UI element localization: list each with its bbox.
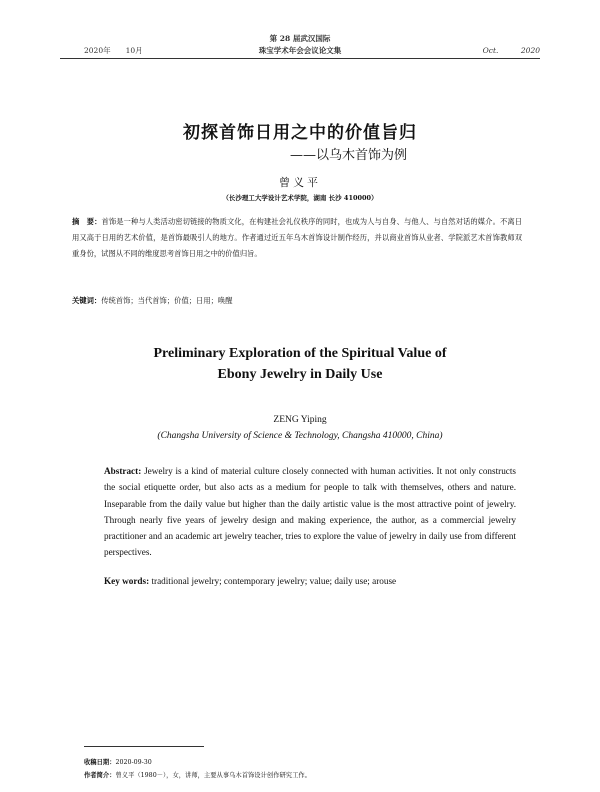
chinese-keywords-label: 关键词： bbox=[72, 296, 102, 305]
footnote-author bbox=[84, 770, 311, 779]
header-left: 2020年 10月 bbox=[84, 46, 143, 55]
header-center-line1: 第 28 届武汉国际 bbox=[269, 34, 331, 43]
footnote-author-info: 曾义平（1980－），女，讲师，主要从事乌木首饰设计创作研究工作。 bbox=[115, 772, 311, 779]
english-keywords-label: Key words: bbox=[104, 576, 150, 586]
english-affiliation: (Changsha University of Science & Technology, Changsha 410000, China) bbox=[157, 431, 443, 441]
english-title-line2: Ebony Jewelry in Daily Use bbox=[217, 367, 383, 382]
chinese-abstract-text: 首饰是一种与人类活动密切链接的物质文化，在构建社会礼仪秩序的同时，也成为人与自身、与他人、与自然对话的媒介。不离日用又高于日用的艺术价值，是首饰最吸引人的地方。作者通过近五年乌木首饰设计制作经历，并以商业首饰从业者、学院派艺术首饰教师双重身份，试图从不同的维度思考首饰日用之中的价值归旨。 bbox=[72, 217, 522, 258]
chinese-keywords bbox=[72, 296, 522, 306]
chinese-abstract-label: 摘 要： bbox=[72, 217, 102, 226]
english-abstract-label: Abstract: bbox=[104, 466, 142, 476]
chinese-author: 曾义平 bbox=[279, 176, 321, 189]
footnote-rule bbox=[84, 746, 204, 747]
english-title-line1: Preliminary Exploration of the Spiritual Value of bbox=[153, 346, 447, 361]
chinese-subtitle: ——以乌木首饰为例 bbox=[290, 148, 408, 163]
chinese-keywords-text: 传统首饰；当代首饰；价值；日用；唤醒 bbox=[101, 296, 233, 305]
english-keywords bbox=[104, 576, 516, 586]
chinese-title: 初探首饰日用之中的价值旨归 bbox=[183, 123, 417, 143]
english-author: ZENG Yiping bbox=[273, 415, 327, 425]
footnote-received bbox=[84, 757, 152, 766]
header-right: Oct. 2020 bbox=[482, 46, 540, 55]
english-title bbox=[0, 343, 600, 385]
footnote-received-label: 收稿日期： bbox=[84, 759, 116, 766]
header-center-line2: 珠宝学术年会会议论文集 bbox=[258, 46, 342, 55]
english-abstract bbox=[104, 463, 516, 561]
footnote-author-label: 作者简介： bbox=[84, 772, 116, 779]
footnote-received-date: 2020-09-30 bbox=[115, 759, 152, 766]
chinese-abstract bbox=[72, 214, 522, 262]
header-rule bbox=[60, 58, 540, 59]
english-keywords-text: traditional jewelry; contemporary jewelry; value; daily use; arouse bbox=[149, 576, 397, 586]
chinese-affiliation: （长沙理工大学设计艺术学院，湖南 长沙 410000） bbox=[222, 194, 378, 202]
english-abstract-text: Jewelry is a kind of material culture closely connected with human activities. It not only constructs the social etiquette order, but also acts as a medium for people to talk with themselves, others and nature. Inseparable from the daily value but higher than the daily artistic value is the most attractive point of jewelry. Through nearly five years of jewelry design and making experience, the author, as a commercial jewelry practitioner and an academic art jewelry teacher, tries to explore the value of jewelry in daily use from different perspectives. bbox=[104, 466, 516, 558]
